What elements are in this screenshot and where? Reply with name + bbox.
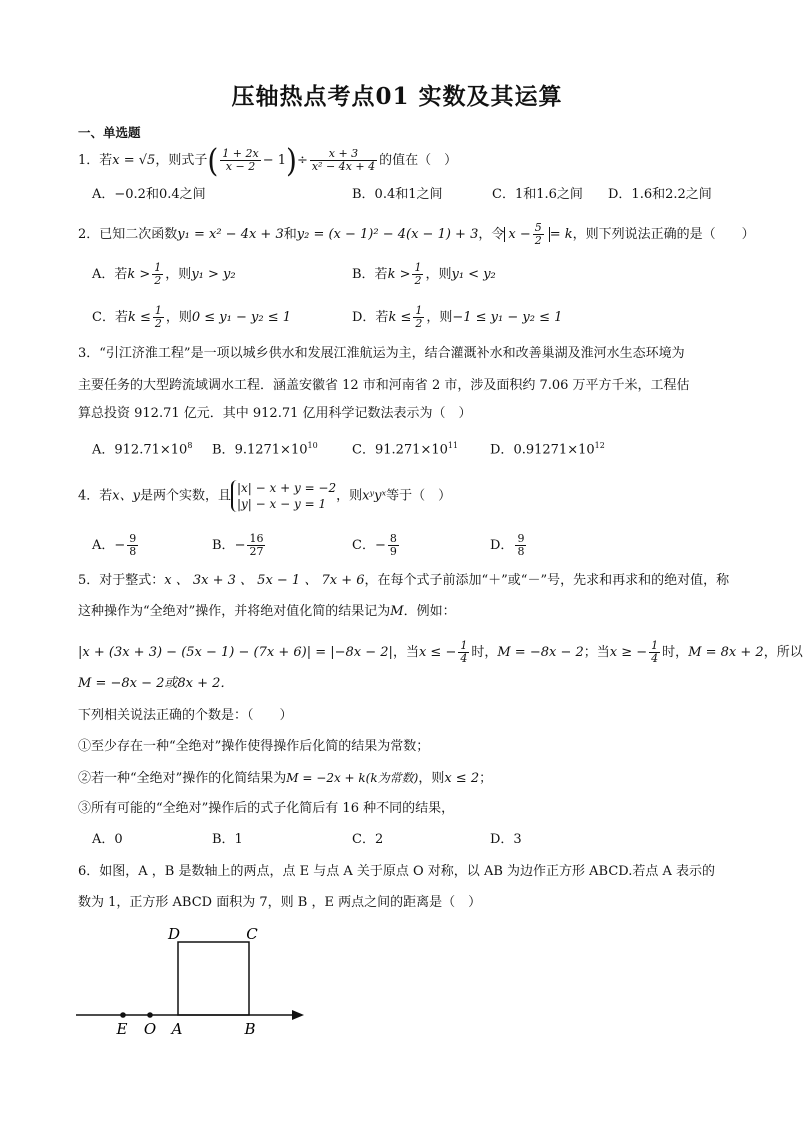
q4-option-d[interactable]: D． $\frac{9}{8}$ — [490, 532, 525, 558]
q5-line-3: |x + (3x + 3) − (5x − 1) − (7x + 6)| = |−8x − 2|，当x ≤ − $\frac{1}{4}$ 时，M = −8x − 2；当x ≥ − $\frac{1}{4}$ 时，M = 8x + 2，所以 — [78, 639, 803, 665]
q5-option-a[interactable]: A．0 — [92, 832, 123, 847]
q3-line-2: 主要任务的大型跨流域调水工程．涵盖安徽省 12 市和河南省 2 市，涉及面积约 7.06 万平方千米，工程估 — [78, 378, 690, 393]
label-b: B — [244, 1020, 256, 1038]
q2-stem: 2．已知二次函数y₁ = x² − 4x + 3和y₂ = (x − 1)² − 4(x − 1) + 3，令 x − $\frac{5}{2}$ = k，则下列说法正确的是（ ） — [78, 221, 755, 247]
q1-stem: 1．若x = √5，则式子( $\frac{1 + 2x}{x - 2}$ − 1)÷ $\frac{x + 3}{\text{x² − 4x + 4}}$ 的值在（ ） — [78, 140, 458, 179]
q5-line-2: 这种操作为“全绝对”操作，并将绝对值化简的结果记为M．例如： — [78, 604, 456, 619]
point-e — [120, 1012, 126, 1018]
q4-stem: 4．若x、y是两个实数，且 |x| − x + y = −2 |y| − x − y = 1 ，则xʸyˣ等于（ ） — [78, 481, 452, 511]
q4-system: |x| − x + y = −2 |y| − x − y = 1 — [231, 480, 336, 512]
q1-stem-a: 1．若 — [78, 153, 113, 168]
q3-line-3: 算总投资 912.71 亿元．其中 912.71 亿用科学记数法表示为（ ） — [78, 406, 472, 421]
q5-statement-3: ③所有可能的“全绝对”操作后的式子化简后有 16 种不同的结果， — [78, 801, 455, 816]
q1-option-d[interactable]: D．1.6和2.2之间 — [608, 187, 712, 202]
q1-frac1: $\frac{1 + 2x}{x - 2}$ — [222, 147, 259, 173]
q3-option-d[interactable]: D．$0.91271\times 10^{12}$ — [490, 441, 605, 458]
q5-option-c[interactable]: C．2 — [352, 832, 384, 847]
q3-option-a[interactable]: A．$912.71\times 10^8$ — [92, 441, 193, 458]
q5-line-4: M = −8x − 2或8x + 2． — [78, 676, 234, 691]
point-o — [147, 1012, 153, 1018]
q1-stem-c: 的值在（ ） — [379, 153, 458, 168]
q1-option-c[interactable]: C．1和1.6之间 — [492, 187, 583, 202]
q2-option-b[interactable]: B．若k > $\frac{1}{2}$ ，则y₁ < y₂ — [352, 261, 496, 287]
q2-f1: y₁ = x² − 4x + 3 — [177, 227, 284, 242]
page-title: 压轴热点考点01 实数及其运算 — [231, 83, 563, 110]
q1-option-b[interactable]: B．0.4和1之间 — [352, 187, 443, 202]
arrow-head-icon — [292, 1010, 304, 1020]
q1-frac2: $\frac{x + 3}{\text{x² − 4x + 4}}$ — [311, 147, 376, 173]
q1-option-a[interactable]: A．−0.2和0.4之间 — [92, 187, 206, 202]
q4-option-c[interactable]: C．− $\frac{8}{9}$ — [352, 532, 397, 558]
q2-option-d[interactable]: D．若k ≤ $\frac{1}{2}$ ，则−1 ≤ y₁ − y₂ ≤ 1 — [352, 304, 563, 330]
q2-option-c[interactable]: C．若k ≤ $\frac{1}{2}$ ，则0 ≤ y₁ − y₂ ≤ 1 — [92, 304, 291, 330]
number-line-figure — [72, 920, 332, 1050]
label-c: C — [246, 925, 258, 943]
label-a: A — [171, 1020, 183, 1038]
q6-line-2: 数为 1，正方形 ABCD 面积为 7，则 B ，E 两点之间的距离是（ ） — [78, 895, 482, 910]
q1-cond: x = √5 — [112, 153, 156, 168]
q5-line-5: 下列相关说法正确的个数是：（ ） — [78, 708, 293, 723]
label-d: D — [167, 925, 181, 943]
label-o: O — [143, 1020, 157, 1038]
label-e: E — [116, 1020, 128, 1038]
q2-f2: y₂ = (x − 1)² − 4(x − 1) + 3 — [296, 227, 479, 242]
q4-option-a[interactable]: A．− $\frac{9}{8}$ — [92, 532, 137, 558]
section-heading: 一、单选题 — [78, 125, 141, 140]
q3-option-c[interactable]: C．$91.271\times 10^{11}$ — [352, 441, 459, 458]
q5-line-1: 5．对于整式：x 、 3x + 3 、 5x − 1 、 7x + 6，在每个式子前添加“＋”或“－”号，先求和再求和的绝对值，称 — [78, 573, 730, 588]
q3-option-b[interactable]: B．$9.1271\times 10^{10}$ — [212, 441, 318, 458]
square-abcd — [178, 942, 249, 1015]
q1-stem-b: ，则式子 — [155, 153, 208, 168]
q3-line-1: 3．“引江济淮工程”是一项以城乡供水和发展江淮航运为主，结合灌溉补水和改善巢湖及淮河水生态环境为 — [78, 346, 685, 361]
q5-option-b[interactable]: B．1 — [212, 832, 243, 847]
q5-option-d[interactable]: D．3 — [490, 832, 522, 847]
q5-statement-2: ②若一种“全绝对”操作的化简结果为M = −2x + k(k为常数)，则x ≤ 2； — [78, 771, 493, 786]
q4-option-b[interactable]: B．− $\frac{16}{27}$ — [212, 532, 264, 558]
q5-statement-1: ①至少存在一种“全绝对”操作使得操作后化简的结果为常数； — [78, 739, 430, 754]
q6-line-1: 6．如图，A ，B 是数轴上的两点，点 E 与点 A 关于原点 O 对称，以 AB 为边作正方形 ABCD.若点 A 表示的 — [78, 864, 716, 879]
q1-mid: − 1 — [262, 153, 286, 168]
q1-div: ÷ — [296, 153, 308, 168]
q2-option-a[interactable]: A．若k > $\frac{1}{2}$ ，则y₁ > y₂ — [92, 261, 236, 287]
